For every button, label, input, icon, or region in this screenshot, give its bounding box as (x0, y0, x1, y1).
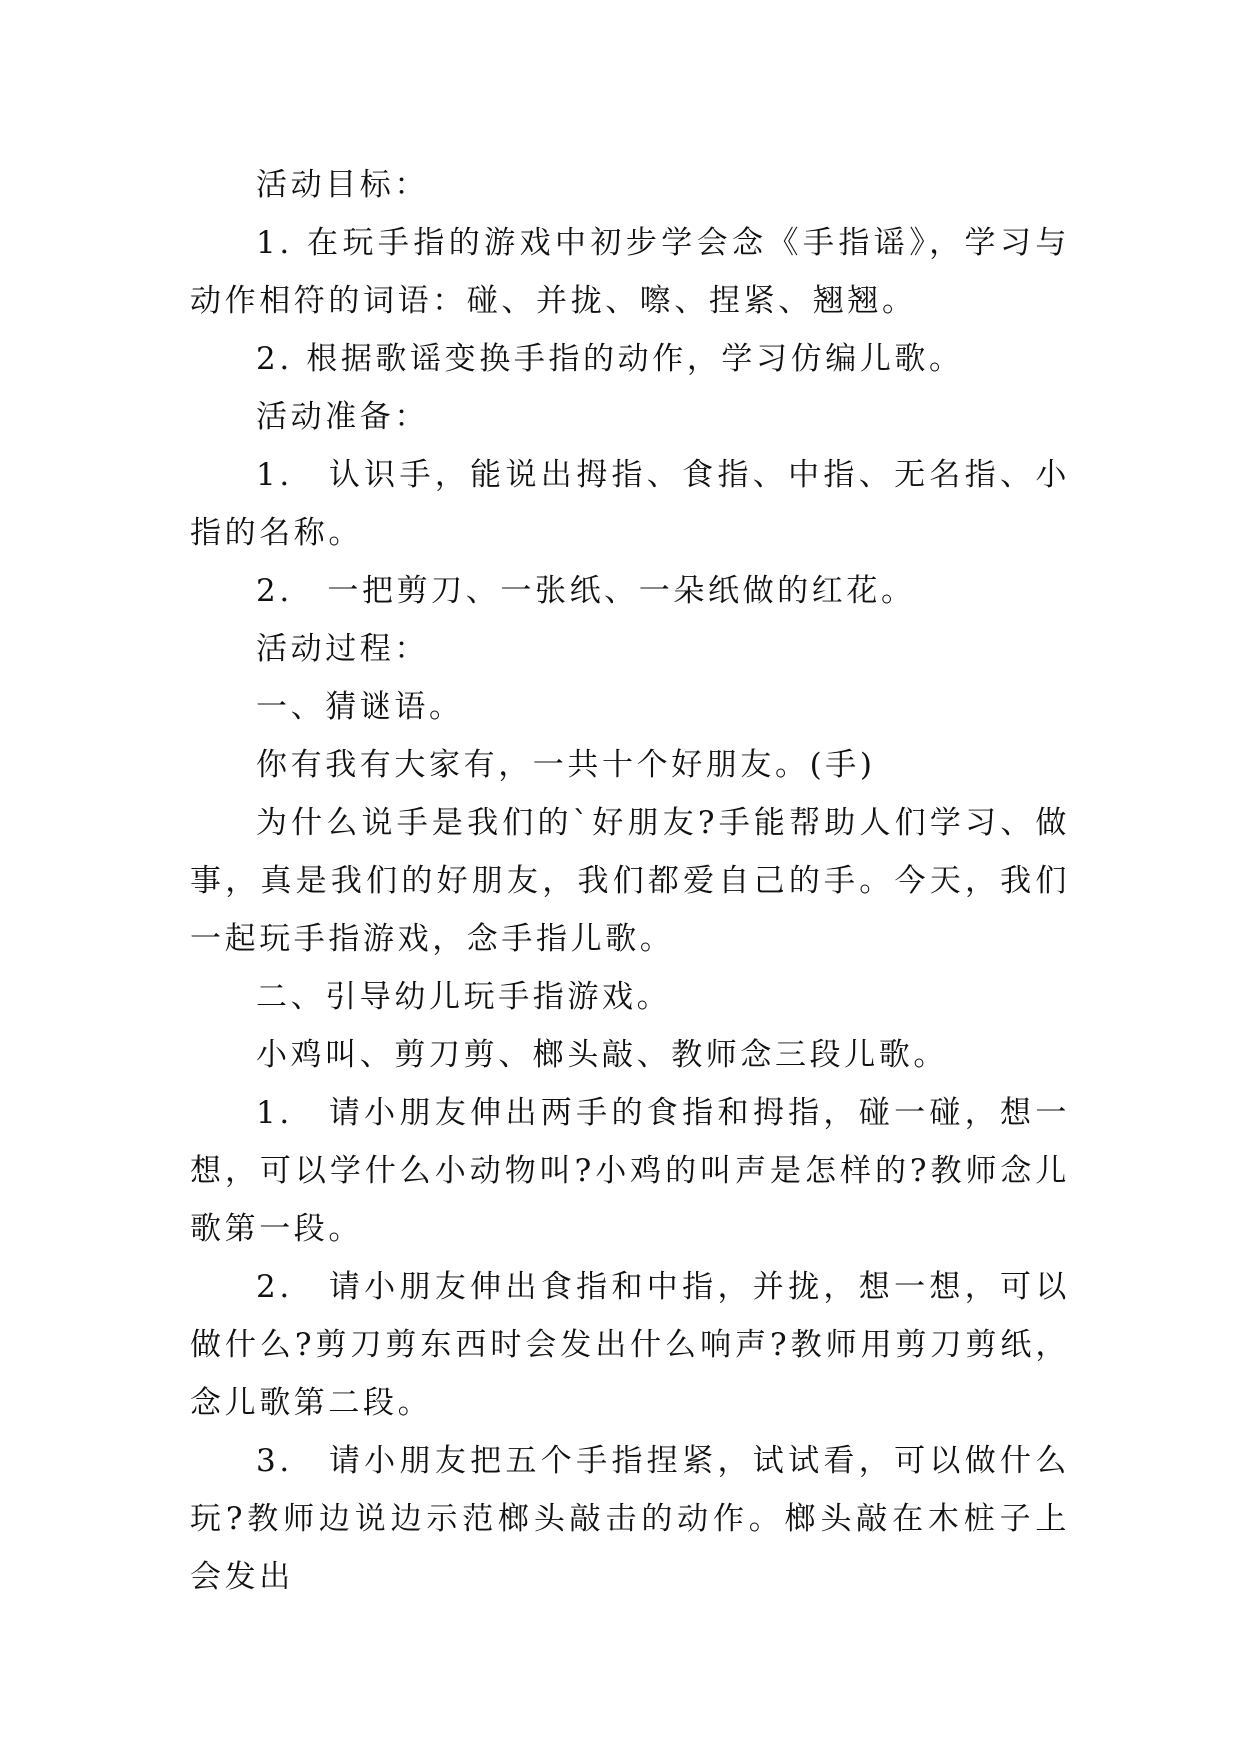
process-step-1-title: 一、猜谜语。 (256, 689, 464, 725)
preparation-item-2: 2. 一把剪刀、一张纸、一朵纸做的红花。 (256, 573, 916, 609)
heading-activity-preparation: 活动准备： (256, 399, 429, 435)
riddle-explanation: 为什么说手是我们的`好朋友?手能帮助人们学习、做事，真是我们的好朋友，我们都爱自己的手。今天，我们一起玩手指游戏，念手指儿歌。 (190, 805, 1070, 957)
song-sections-intro: 小鸡叫、剪刀剪、榔头敲、教师念三段儿歌。 (256, 1037, 948, 1073)
game-item-3: 3. 请小朋友把五个手指捏紧，试试看，可以做什么玩?教师边说边示范榔头敲击的动作。榔头敲在木桩子上会发出 (190, 1443, 1070, 1595)
game-item-2: 2. 请小朋友伸出食指和中指，并拢，想一想，可以做什么?剪刀剪东西时会发出什么响声?教师用剪刀剪纸，念儿歌第二段。 (190, 1269, 1070, 1421)
preparation-item-1: 1. 认识手，能说出拇指、食指、中指、无名指、小指的名称。 (190, 457, 1070, 551)
process-step-2-title: 二、引导幼儿玩手指游戏。 (256, 979, 672, 1015)
goal-item-1: 1. 在玩手指的游戏中初步学会念《手指谣》，学习与动作相符的词语：碰、并拢、嚓、捏紧、翘翘。 (190, 225, 1070, 319)
heading-activity-process: 活动过程： (256, 631, 429, 667)
game-item-1: 1. 请小朋友伸出两手的食指和拇指，碰一碰，想一想，可以学什么小动物叫?小鸡的叫声是怎样的?教师念儿歌第一段。 (190, 1095, 1070, 1247)
document-body (190, 156, 1070, 1606)
heading-activity-goals: 活动目标： (256, 167, 429, 203)
goal-item-2: 2. 根据歌谣变换手指的动作，学习仿编儿歌。 (256, 341, 964, 377)
riddle-text: 你有我有大家有，一共十个好朋友。(手) (256, 747, 876, 783)
